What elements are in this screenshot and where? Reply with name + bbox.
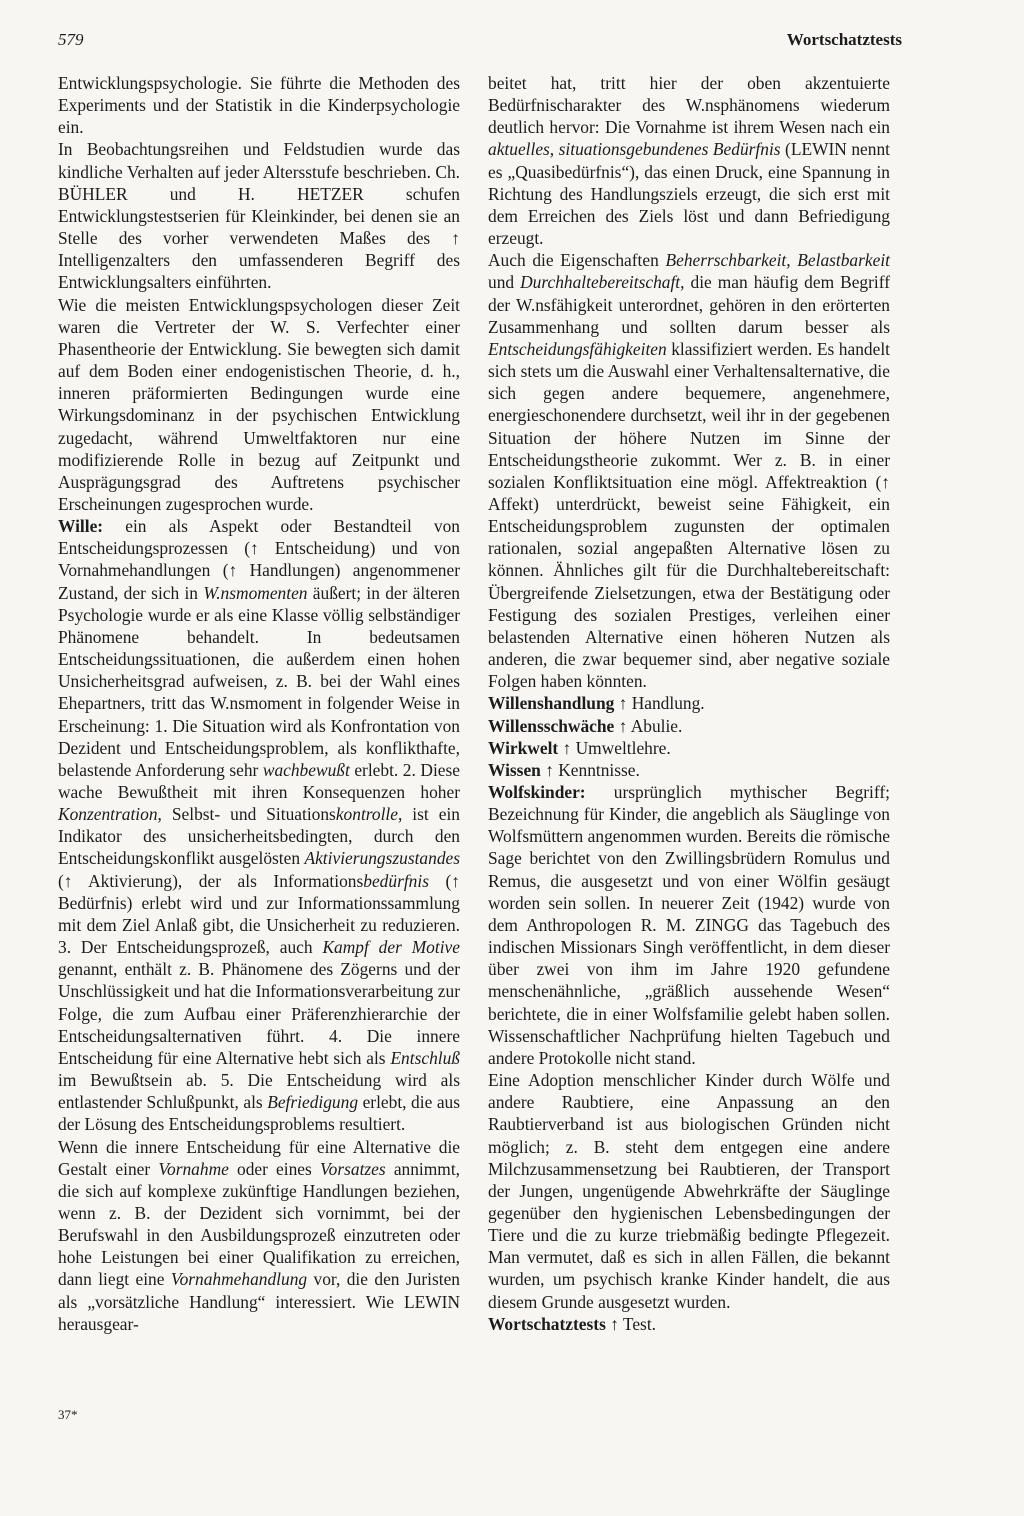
entry-term: Wortschatztests (488, 1313, 606, 1334)
entry-term: Wissen (488, 759, 541, 780)
entry-wille: Wille: ein als Aspekt oder Bestandteil von Entscheidungsprozessen (↑ Entscheidung) und von Vornahmehandlungen (↑ Handlungen) angenommener Zustand, der sich in W.nsmomenten äußert; in der älteren Psychologie wurde er als eine Klasse völlig selbständiger Phänomene behandelt. In bedeutsamen Entscheidungssituationen, die außerdem einen hohen Unsicherheitsgrad aufweisen, z. B. bei der Wahl eines Ehepartners, tritt das W.nsmoment in folgender Weise in Erscheinung: 1. Die Situation wird als Konfrontation von Dezident und Entscheidungsproblem, als konflikthafte, belastende Anforderung sehr wachbewußt erlebt. 2. Diese wache Bewußtheit mit ihren Konsequenzen hoher Konzentration, Selbst- und Situationskontrolle, ist ein Indikator des unsicherheitsbedingten, durch den Entscheidungskonflikt ausgelösten Aktivierungszustandes (↑ Aktivierung), der als Informationsbedürfnis (↑ Bedürfnis) erlebt wird und zur Informationssammlung mit dem Ziel Anlaß gibt, die Unsicherheit zu reduzieren. 3. Der Entscheidungsprozeß, auch Kampf der Motive genannt, enthält z. B. Phänomene des Zögerns und der Unschlüssigkeit und hat die Informationsverarbeitung zur Folge, die zum Aufbau einer Präferenzhierarchie der Entscheidungsalternativen führt. 4. Die innere Entscheidung für eine Alternative hebt sich als Entschluß im Bewußtsein ab. 5. Die Entscheidung wird als entlastender Schlußpunkt, als Befriedigung erlebt, die aus der Lösung des Entscheidungsproblems resultiert. (58, 516, 461, 1135)
entry-term: Willenshandlung (488, 693, 615, 714)
entry-term: Willensschwäche (488, 715, 615, 736)
entry-wortschatztests: Wortschatztests ↑ Test. (488, 1313, 656, 1334)
left-column (58, 72, 460, 1335)
entry-willensschwaeche: Willensschwäche ↑ Abulie. (488, 715, 683, 736)
paragraph: In Beobachtungsreihen und Feldstudien wurde das kindliche Verhalten auf jeder Altersstufe beschrieben. Ch. BÜHLER und H. HETZER schufen Entwicklungstestserien für Kleinkinder, bei denen sie an Stelle des vorher verwendeten Maßes des ↑ Intelligenzalters den umfassenderen Begriff des Entwicklungsalters einführten. (58, 139, 460, 293)
paragraph: beitet hat, tritt hier der oben akzentuierte Bedürfnischarakter des W.nsphänomens wiederum deutlich hervor: Die Vornahme ist ihrem Wesen nach ein aktuelles, situationsgebundenes Bedürfnis (LEWIN nennt es „Quasibedürfnis“), das einen Druck, eine Spannung in Richtung des Handlungsziels erzeugt, die sich erst mit dem Erreichen des Ziels löst und dann Befriedigung erzeugt. (488, 73, 891, 249)
entry-wissen: Wissen ↑ Kenntnisse. (488, 759, 640, 780)
paragraph: Eine Adoption menschlicher Kinder durch Wölfe und andere Raubtiere, eine Anpassung an den Raubtierverband ist aus biologischen Gründen nicht möglich; z. B. steht dem entgegen eine andere Milchzusammensetzung bei Raubtieren, der Transport der Jungen, ungenügende Abwehrkräfte der Säuglinge gegenüber den hygienischen Lebensbedingungen der Tiere und die zu kurze triebmäßig bedingte Pflegezeit. Man vermutet, daß es sich in allen Fällen, die bekannt wurden, um psychisch kranke Kinder handelt, die aus diesem Grunde ausgesetzt wurden. (488, 1070, 890, 1312)
paragraph: Wenn die innere Entscheidung für eine Alternative die Gestalt einer Vornahme oder eines Vorsatzes annimmt, die sich auf komplexe zukünftige Handlungen beziehen, wenn z. B. der Dezident sich vornimmt, bei der Berufswahl in den Ausbildungsprozeß einzutreten oder hohe Leistungen bei einer Qualifikation zu erreichen, dann liegt eine Vornahmehandlung vor, die den Juristen als „vorsätzliche Handlung“ interessiert. Wie LEWIN herausgear- (58, 1136, 460, 1334)
paragraph: Entwicklungspsychologie. Sie führte die Methoden des Experiments und der Statistik in die Kinderpsychologie ein. (58, 73, 460, 138)
running-head: Wortschatztests (786, 30, 902, 49)
entry-willenshandlung: Willenshandlung ↑ Handlung. (488, 693, 705, 714)
paragraph: Wie die meisten Entwicklungspsychologen dieser Zeit waren die Vertreter der W. S. Verfechter einer Phasentheorie der Entwicklung. Sie bewegten sich damit auf dem Boden einer endogenistischen Theorie, d. h., inneren präformierten Bedingungen wurde eine Wirkungsdominanz in der psychischen Entwicklung zugedacht, während Umweltfaktoren nur eine modifizierende Rolle in bezug auf Zeitpunkt und Ausprägungsgrad des Auftretens psychischer Erscheinungen zugesprochen wurde. (58, 294, 460, 514)
right-column (488, 72, 890, 1335)
entry-term: Wirkwelt (488, 737, 559, 758)
paragraph: Auch die Eigenschaften Beherrschbarkeit, Belastbarkeit und Durchhaltebereitschaft, die man häufig dem Begriff der W.nsfähigkeit unterordnet, gehören in den erörterten Zusammenhang und sollten darum besser als Entscheidungsfähigkeiten klassifiziert werden. Es handelt sich stets um die Auswahl einer Verhaltensalternative, die sich gegen andere bequemere, angenehmere, energieschonendere durchsetzt, weil ihr in der gegebenen Situation der höhere Nutzen im Sinne der Entscheidungstheorie zukommt. Wer z. B. in einer sozialen Konfliktsituation eine mögl. Affektreaktion (↑ Affekt) unterdrückt, beweist seine Fähigkeit, ein Entscheidungsproblem zugunsten der optimalen rationalen, sozial angepaßten Alternative lösen zu können. Ähnliches gilt für die Durchhaltebereitschaft: Übergreifende Zielsetzungen, etwa der Bestätigung oder Festigung des sozialen Prestiges, verleihen einer belastenden Alternative einen höheren Nutzen als anderen, die zwar bequemer sind, aber negative soziale Folgen haben könnten. (488, 250, 891, 692)
entry-term: Wille: (58, 516, 104, 537)
entry-wirkwelt: Wirkwelt ↑ Umweltlehre. (488, 737, 671, 758)
page-number: 579 (58, 30, 84, 49)
entry-term: Wolfskinder: (488, 782, 586, 802)
signature-mark: 37* (58, 1407, 78, 1422)
page-header (58, 30, 902, 60)
entry-wolfskinder: Wolfskinder: ursprünglich mythischer Begriff; Bezeichnung für Kinder, die angeblich als Säuglinge von Wolfsmüttern angenommen wurden. Bereits die römische Sage berichtet von den Zwillingsbrüdern Romulus und Remus, die ausgesetzt und von einer Wölfin gesäugt worden sein sollen. In neuerer Zeit (1942) wurde von dem Anthropologen R. M. ZINGG das Tagebuch des indischen Missionars Singh veröffentlicht, in dem dieser über zwei von ihm im Jahre 1920 gefundene menschenähnliche, „gräßlich aussehende Wesen“ berichtete, die in einer Wolfsfamilie gelebt haben sollen. Wissenschaftlicher Nachprüfung hielten Tagebuch und andere Protokolle nicht stand. (488, 782, 890, 1068)
